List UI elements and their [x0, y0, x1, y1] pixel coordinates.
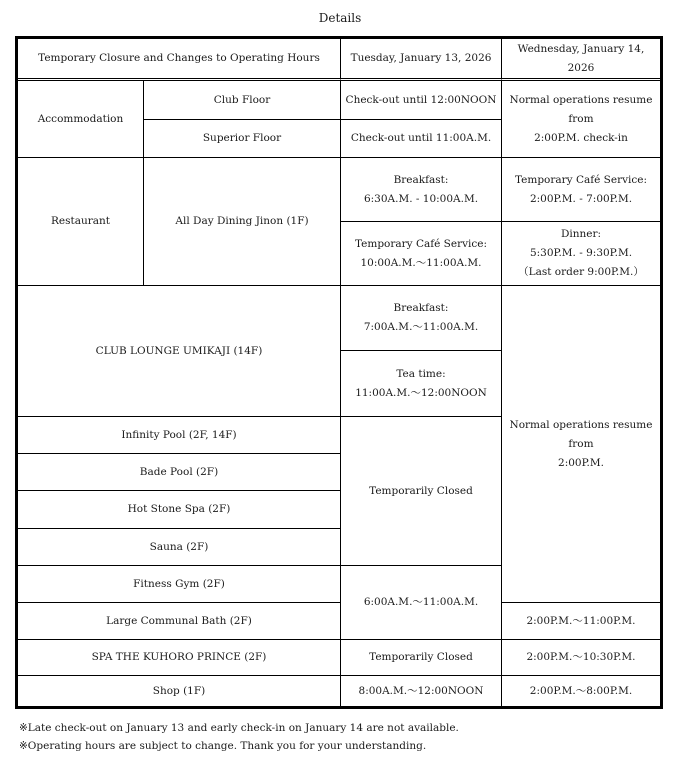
footnote-hours: ※Operating hours are subject to change. Thank you for your understanding.	[19, 740, 427, 752]
accommodation-day2-line2: 2:00P.M. check-in	[534, 131, 628, 144]
club-lounge-day1-teatime	[341, 351, 502, 417]
club-lounge-day1-breakfast	[341, 286, 502, 351]
pools-sauna-day1: Temporarily Closed	[341, 417, 502, 566]
facility-large-communal-bath: Large Communal Bath (2F)	[18, 603, 341, 640]
restaurant-day1-a-line2: 6:30A.M. - 10:00A.M.	[363, 192, 479, 205]
spa-kuhoro-day2: 2:00P.M.～10:30P.M.	[502, 640, 660, 676]
restaurant-day1-cafe	[341, 222, 502, 286]
shop-day1: 8:00A.M.～12:00NOON	[341, 676, 502, 706]
spa-kuhoro-day1: Temporarily Closed	[341, 640, 502, 676]
accommodation-day2-line1: Normal operations resume from	[509, 93, 653, 125]
club-lounge-label: CLUB LOUNGE UMIKAJI (14F)	[18, 286, 341, 417]
facility-shop: Shop (1F)	[18, 676, 341, 706]
lounge-facilities-day2-line1: Normal operations resume from	[509, 418, 653, 450]
footnote-checkin: ※Late check-out on January 13 and early check-in on January 14 are not available.	[19, 722, 459, 734]
restaurant-venue: All Day Dining Jinon (1F)	[144, 158, 341, 286]
facility-fitness-gym: Fitness Gym (2F)	[18, 566, 341, 603]
facility-bade-pool: Bade Pool (2F)	[18, 454, 341, 491]
club-floor-day1: Check-out until 12:00NOON	[341, 81, 502, 120]
gym-bath-day1: 6:00A.M.～11:00A.M.	[341, 566, 502, 640]
club-lounge-day1-a-line1: Breakfast:	[393, 302, 449, 314]
restaurant-day2-b-line3: （Last order 9:00P.M.）	[518, 266, 644, 278]
lounge-facilities-day2-line2: 2:00P.M.	[558, 456, 604, 469]
facility-hot-stone-spa: Hot Stone Spa (2F)	[18, 491, 341, 529]
shop-day2: 2:00P.M.～8:00P.M.	[529, 684, 633, 697]
header-day1: Tuesday, January 13, 2026	[341, 39, 502, 81]
restaurant-day2-b-line2: 5:30P.M. - 9:30P.M.	[529, 247, 633, 259]
restaurant-day1-b-line1: Temporary Café Service:	[354, 237, 488, 250]
restaurant-day2-a-line1: Temporary Café Service:	[514, 173, 648, 186]
club-floor-label: Club Floor	[144, 81, 341, 120]
restaurant-label: Restaurant	[18, 158, 144, 286]
accommodation-label: Accommodation	[18, 81, 144, 158]
restaurant-day2-a-line2: 2:00P.M. - 7:00P.M.	[529, 192, 633, 205]
footnotes	[19, 719, 459, 755]
restaurant-day1-b-line2: 10:00A.M.～11:00A.M.	[360, 256, 482, 269]
lounge-facilities-day2	[502, 286, 660, 603]
bath-day2: 2:00P.M.～11:00P.M.	[502, 603, 660, 640]
operating-hours-table	[15, 36, 663, 709]
facility-sauna: Sauna (2F)	[18, 529, 341, 566]
restaurant-day1-a-line1: Breakfast:	[393, 173, 449, 186]
club-lounge-day1-a-line2: 7:00A.M.～11:00A.M.	[363, 321, 479, 333]
header-day2: Wednesday, January 14, 2026	[502, 39, 660, 81]
restaurant-day2-cafe	[502, 158, 660, 222]
restaurant-day2-b-line1: Dinner:	[560, 228, 602, 240]
superior-floor-label: Superior Floor	[144, 120, 341, 158]
superior-floor-day1: Check-out until 11:00A.M.	[341, 120, 502, 158]
header-category: Temporary Closure and Changes to Operating Hours	[18, 39, 341, 81]
restaurant-day2-dinner	[502, 222, 660, 286]
club-lounge-day1-b-line1: Tea time:	[396, 367, 446, 380]
restaurant-day1-breakfast	[341, 158, 502, 222]
facility-spa-kuhoro: SPA THE KUHORO PRINCE (2F)	[18, 640, 341, 676]
accommodation-day2	[502, 81, 660, 158]
facility-infinity-pool: Infinity Pool (2F, 14F)	[18, 417, 341, 454]
page-title: Details	[318, 11, 362, 25]
club-lounge-day1-b-line2: 11:00A.M.～12:00NOON	[355, 386, 487, 399]
